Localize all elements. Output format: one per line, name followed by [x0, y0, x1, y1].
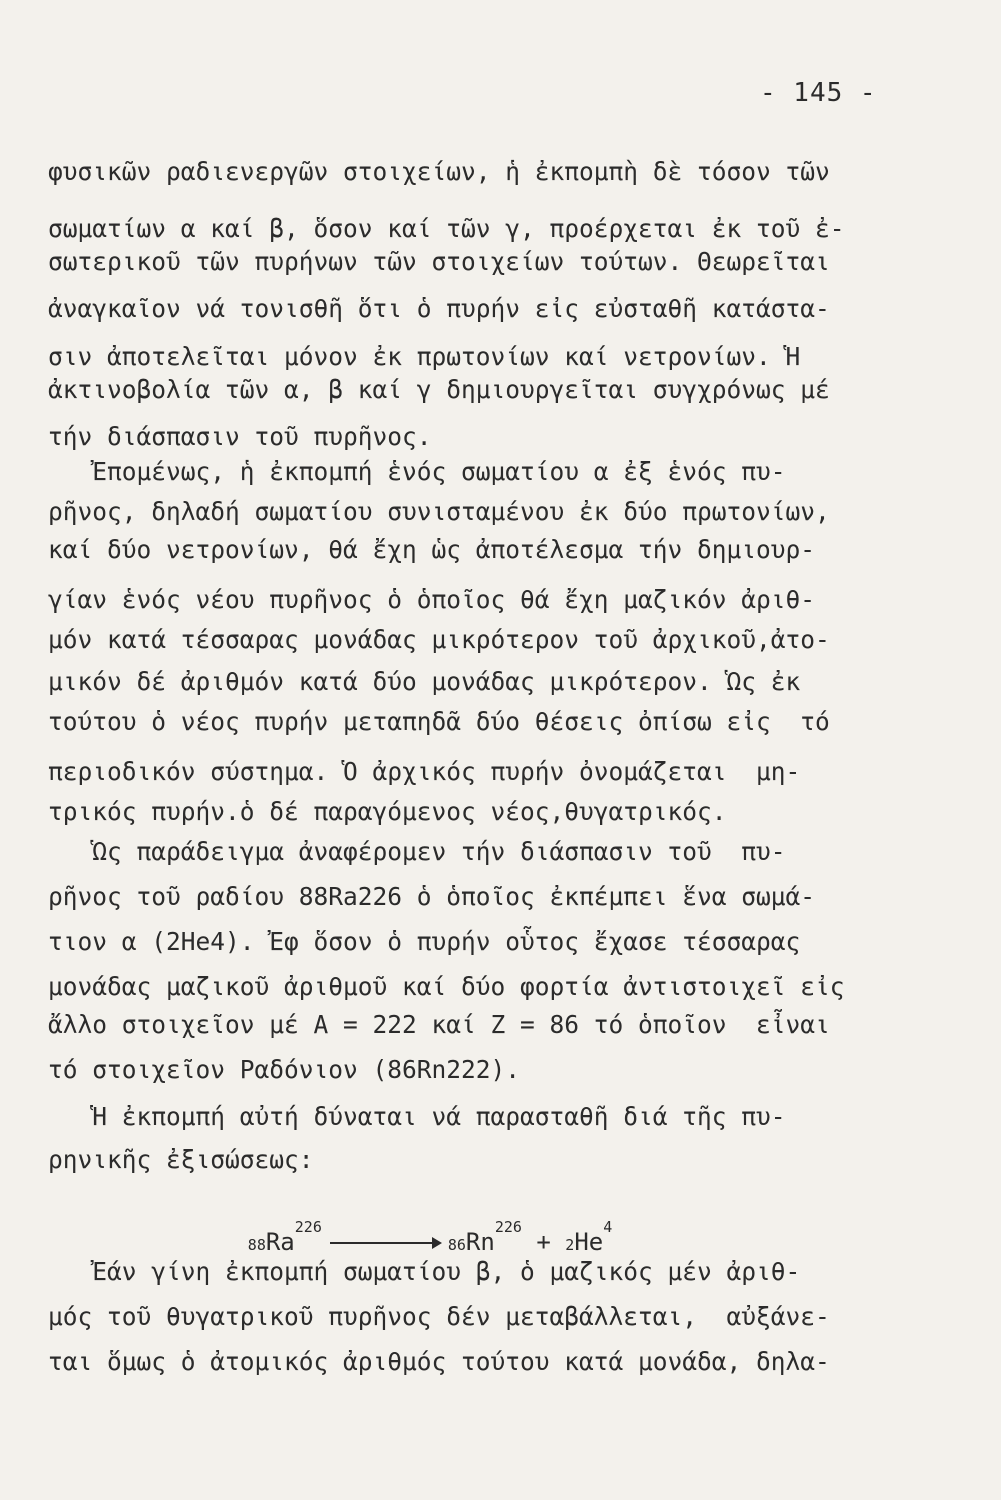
eq-left-atomic-number: 88 [247, 1236, 266, 1254]
eq-r2-mass-number: 4 [603, 1218, 613, 1236]
text-line: μόν κατά τέσσαρας μονάδας μικρότερον τοῦ ἀρχικοῦ,ἀτο- [48, 625, 830, 654]
text-line: μικόν δέ ἀριθμόν κατά δύο μονάδας μικρότερον. Ὡς ἐκ [48, 667, 801, 696]
text-line: τό στοιχεῖον Ραδόνιον (86Rn222). [48, 1055, 521, 1084]
text-line: τρικός πυρήν.ὁ δέ παραγόμενος νέος,θυγατρικός. [48, 797, 727, 826]
text-line: σωματίων α καί β, ὅσον καί τῶν γ, προέρχεται ἐκ τοῦ ἐ- [48, 214, 845, 243]
text-line: ἀναγκαῖον νά τονισθῆ ὅτι ὁ πυρήν εἰς εὐσταθῆ κατάστα- [48, 294, 830, 323]
text-line: Ἡ ἐκπομπή αὐτή δύναται νά παρασταθῆ διά τῆς πυ- [48, 1102, 786, 1131]
text-line: ρῆνος τοῦ ραδίου 88Ra226 ὁ ὁποῖος ἐκπέμπει ἕνα σωμά- [48, 882, 816, 911]
text-line: καί δύο νετρονίων, θά ἔχη ὡς ἀποτέλεσμα τήν δημιουρ- [48, 535, 816, 564]
eq-r1-mass-number: 226 [494, 1218, 522, 1236]
text-line: μός τοῦ θυγατρικοῦ πυρῆνος δέν μεταβάλλεται, αὐξάνε- [48, 1302, 830, 1331]
text-line: περιοδικόν σύστημα. Ὁ ἀρχικός πυρήν ὀνομάζεται μη- [48, 757, 801, 786]
eq-left-mass-number: 226 [294, 1218, 322, 1236]
text-line: γίαν ἑνός νέου πυρῆνος ὁ ὁποῖος θά ἔχη μαζικόν ἀριθ- [48, 585, 816, 614]
eq-r1-symbol: Rn [465, 1228, 495, 1256]
eq-r2-symbol: He [574, 1228, 604, 1256]
text-line: μονάδας μαζικοῦ ἀριθμοῦ καί δύο φορτία ἀντιστοιχεῖ εἰς [48, 972, 845, 1001]
text-line: ἄλλο στοιχεῖον μέ Α = 222 καί Ζ = 86 τό ὁποῖον εἶναι [48, 1010, 830, 1039]
text-line: φυσικῶν ραδιενεργῶν στοιχείων, ἡ ἐκπομπὴ δὲ τόσον τῶν [48, 157, 830, 186]
text-line: τήν διάσπασιν τοῦ πυρῆνος. [48, 422, 432, 451]
text-line: ἀκτινοβολία τῶν α, β καί γ δημιουργεῖται συγχρόνως μέ [48, 375, 830, 404]
eq-left-symbol: Ra [265, 1228, 295, 1256]
eq-r2-atomic-number: 2 [565, 1236, 575, 1254]
eq-r1-atomic-number: 86 [447, 1236, 466, 1254]
text-line: ται ὅμως ὁ ἀτομικός ἀριθμός τούτου κατά μονάδα, δηλα- [48, 1347, 830, 1376]
eq-plus: + [536, 1228, 551, 1256]
text-line: Ἐάν γίνη ἐκπομπή σωματίου β, ὁ μαζικός μέν ἀριθ- [48, 1257, 801, 1286]
text-line: τιον α (2He4). Ἐφ ὅσον ὁ πυρήν οὗτος ἔχασε τέσσαρας [48, 927, 801, 956]
page-number: - 145 - [760, 78, 877, 108]
text-line: τούτου ὁ νέος πυρήν μεταπηδᾶ δύο θέσεις ὀπίσω εἰς τό [48, 707, 830, 736]
text-line: Ὡς παράδειγμα ἀναφέρομεν τήν διάσπασιν τοῦ πυ- [48, 837, 786, 866]
reaction-arrow-icon [330, 1242, 440, 1244]
text-line: σωτερικοῦ τῶν πυρήνων τῶν στοιχείων τούτων. Θεωρεῖται [48, 247, 830, 276]
text-line: σιν ἀποτελεῖται μόνον ἐκ πρωτονίων καί νετρονίων. Ἡ [48, 342, 801, 371]
text-line: ρηνικῆς ἐξισώσεως: [48, 1145, 314, 1174]
text-line: Ἐπομένως, ἡ ἐκπομπή ἑνός σωματίου α ἐξ ἑνός πυ- [48, 457, 786, 486]
text-line: ρῆνος, δηλαδή σωματίου συνισταμένου ἐκ δύο πρωτονίων, [48, 497, 830, 526]
